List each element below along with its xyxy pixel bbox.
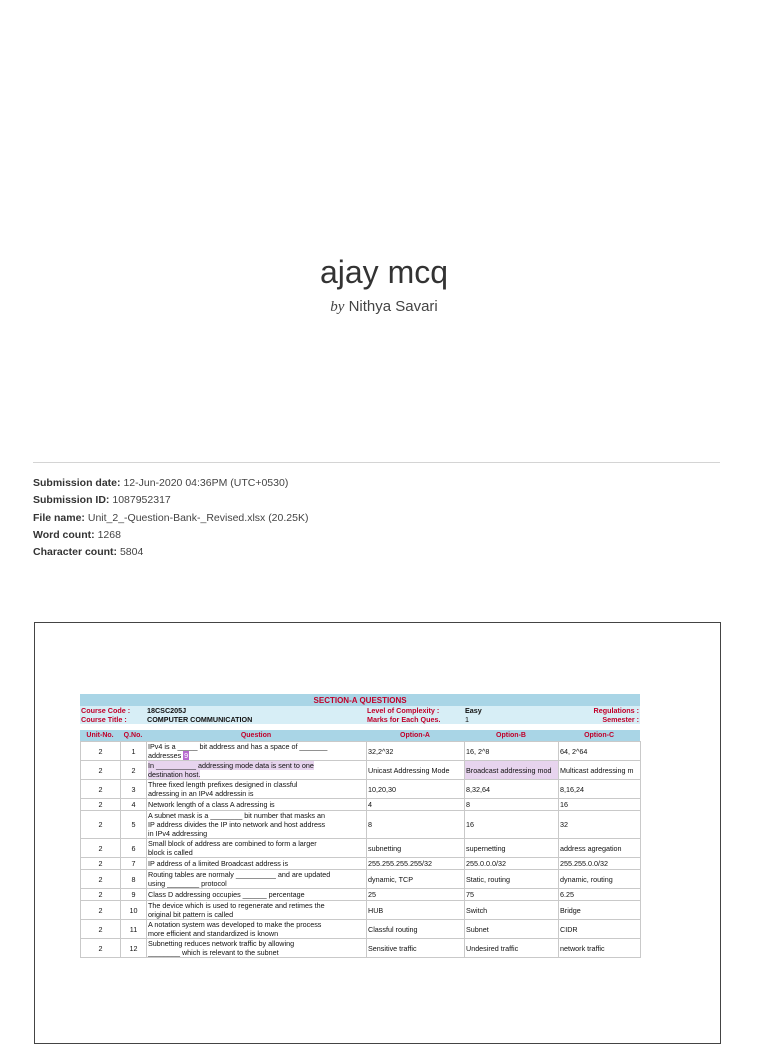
- document-page: [34, 622, 721, 1044]
- option-b-cell: Static, routing: [465, 870, 559, 889]
- course-code-label: Course Code :: [80, 706, 146, 715]
- q-no-cell: 9: [121, 889, 147, 901]
- question-line: destination host.: [148, 770, 201, 779]
- question-line: Subnetting reduces network traffic by allowing: [148, 939, 295, 948]
- similarity-marker: 9: [184, 751, 189, 760]
- submission-meta: [33, 475, 308, 561]
- col-unit-no: Unit-No.: [80, 730, 120, 741]
- question-cell: [147, 901, 367, 920]
- question-line: IP address of a limited Broadcast address is: [148, 859, 289, 868]
- question-line: more efficient and standardized is known: [148, 929, 279, 938]
- q-no-cell: 5: [121, 811, 147, 839]
- col-option-c: Option-C: [558, 730, 640, 741]
- question-line: original bit pattern is called: [148, 910, 234, 919]
- unit-no-cell: 2: [81, 811, 121, 839]
- question-line: In __________ addressing mode data is sent to one: [148, 761, 314, 770]
- document-title: ajay mcq: [319, 254, 449, 290]
- meta-submission-date: Submission date: 12-Jun-2020 04:36PM (UTC+0530): [33, 477, 289, 489]
- complexity-value: Easy: [464, 706, 558, 715]
- table-row: [81, 901, 641, 920]
- table-row: [81, 858, 641, 870]
- semester-label: Semester :: [558, 715, 640, 724]
- q-no-cell: 12: [121, 939, 147, 958]
- question-line: adressing in an IPv4 addressin is: [148, 789, 254, 798]
- option-c-cell: 64, 2^64: [559, 742, 641, 761]
- question-line: Network length of a class A adressing is: [148, 800, 275, 809]
- option-a-cell: dynamic, TCP: [367, 870, 465, 889]
- option-b-cell: Undesired traffic: [465, 939, 559, 958]
- q-no-cell: 1: [121, 742, 147, 761]
- option-a-cell: 32,2^32: [367, 742, 465, 761]
- question-line: using ________ protocol: [148, 879, 227, 888]
- option-b-cell: 8,32,64: [465, 780, 559, 799]
- option-c-cell: dynamic, routing: [559, 870, 641, 889]
- option-b-cell: 8: [465, 799, 559, 811]
- option-b-cell: 75: [465, 889, 559, 901]
- regulations-label: Regulations :: [558, 706, 640, 715]
- unit-no-cell: 2: [81, 799, 121, 811]
- option-b-cell: Subnet: [465, 920, 559, 939]
- col-question: Question: [146, 730, 366, 741]
- option-c-cell: address agregation: [559, 839, 641, 858]
- col-option-b: Option-B: [464, 730, 558, 741]
- meta-submission-id: Submission ID: 1087952317: [33, 494, 171, 507]
- option-b-cell: 16, 2^8: [465, 742, 559, 761]
- question-line: Small block of address are combined to form a larger: [148, 839, 317, 848]
- column-header-row: [80, 730, 640, 741]
- course-title-label: Course Title :: [80, 715, 146, 724]
- question-cell: [147, 858, 367, 870]
- option-c-cell: CIDR: [559, 920, 641, 939]
- question-rows: [80, 741, 641, 958]
- option-b-cell: Broadcast addressing mod: [465, 761, 559, 780]
- unit-no-cell: 2: [81, 742, 121, 761]
- byline: [0, 298, 768, 316]
- option-a-cell: Unicast Addressing Mode: [367, 761, 465, 780]
- question-bank-sheet: [80, 694, 640, 958]
- table-row: [81, 839, 641, 858]
- question-cell: [147, 780, 367, 799]
- option-a-cell: Sensitive traffic: [367, 939, 465, 958]
- question-cell: [147, 811, 367, 839]
- unit-no-cell: 2: [81, 901, 121, 920]
- option-c-cell: 255.255.0.0/32: [559, 858, 641, 870]
- q-no-cell: 11: [121, 920, 147, 939]
- table-row: [81, 799, 641, 811]
- col-option-a: Option-A: [366, 730, 464, 741]
- q-no-cell: 2: [121, 761, 147, 780]
- option-b-cell: 255.0.0.0/32: [465, 858, 559, 870]
- question-cell: [147, 939, 367, 958]
- question-line: A subnet mask is a ________ bit number that masks an: [148, 811, 325, 820]
- option-a-cell: 25: [367, 889, 465, 901]
- option-c-cell: Bridge: [559, 901, 641, 920]
- unit-no-cell: 2: [81, 889, 121, 901]
- author-name: Nithya Savari: [348, 298, 438, 315]
- table-row: [81, 920, 641, 939]
- question-cell: [147, 889, 367, 901]
- q-no-cell: 6: [121, 839, 147, 858]
- section-title: SECTION-A QUESTIONS: [80, 694, 640, 706]
- table-row: [81, 939, 641, 958]
- question-line: IPv4 is a _____ bit address and has a space of _______: [148, 742, 328, 751]
- option-a-cell: 8: [367, 811, 465, 839]
- table-row: [81, 870, 641, 889]
- option-c-cell: 8,16,24: [559, 780, 641, 799]
- option-c-cell: 16: [559, 799, 641, 811]
- sheet-header: [80, 694, 640, 741]
- option-b-cell: Switch: [465, 901, 559, 920]
- option-a-cell: 255.255.255.255/32: [367, 858, 465, 870]
- question-cell: [147, 761, 367, 780]
- unit-no-cell: 2: [81, 920, 121, 939]
- option-c-cell: 32: [559, 811, 641, 839]
- unit-no-cell: 2: [81, 858, 121, 870]
- option-a-cell: Classful routing: [367, 920, 465, 939]
- unit-no-cell: 2: [81, 761, 121, 780]
- question-line: Class D addressing occupies ______ percentage: [148, 890, 305, 899]
- question-line: The device which is used to regenerate and retimes the: [148, 901, 325, 910]
- table-row: [81, 761, 641, 780]
- q-no-cell: 7: [121, 858, 147, 870]
- table-row: [81, 742, 641, 761]
- option-b-cell: supernetting: [465, 839, 559, 858]
- option-a-cell: HUB: [367, 901, 465, 920]
- option-a-cell: subnetting: [367, 839, 465, 858]
- col-q-no: Q.No.: [120, 730, 146, 741]
- option-c-cell: 6.25: [559, 889, 641, 901]
- question-line: block is called: [148, 848, 193, 857]
- question-cell: [147, 839, 367, 858]
- option-c-cell: Multicast addressing m: [559, 761, 641, 780]
- course-code: 18CSC205J: [146, 706, 366, 715]
- unit-no-cell: 2: [81, 870, 121, 889]
- meta-file-name: File name: Unit_2_-Question-Bank-_Revised.xlsx (20.25K): [33, 511, 309, 524]
- question-cell: [147, 920, 367, 939]
- unit-no-cell: 2: [81, 839, 121, 858]
- complexity-label: Level of Complexity :: [366, 706, 464, 715]
- option-a-cell: 4: [367, 799, 465, 811]
- unit-no-cell: 2: [81, 939, 121, 958]
- question-line: Routing tables are normaly __________ and are updated: [148, 870, 331, 879]
- by-word: by: [330, 299, 345, 315]
- q-no-cell: 4: [121, 799, 147, 811]
- option-a-cell: 10,20,30: [367, 780, 465, 799]
- table-row: [81, 889, 641, 901]
- question-cell: [147, 799, 367, 811]
- question-line: Three fixed length prefixes designed in classful: [148, 780, 298, 789]
- divider: [33, 462, 720, 463]
- question-cell: [147, 870, 367, 889]
- meta-word-count: Word count: 1268: [33, 528, 121, 541]
- question-line: in IPv4 addressing: [148, 829, 208, 838]
- q-no-cell: 10: [121, 901, 147, 920]
- marks-label: Marks for Each Ques.: [366, 715, 464, 724]
- question-line: ________ which is relevant to the subnet: [148, 948, 279, 957]
- question-line: IP address divides the IP into network and host address: [148, 820, 326, 829]
- table-row: [81, 811, 641, 839]
- table-row: [81, 780, 641, 799]
- q-no-cell: 3: [121, 780, 147, 799]
- unit-no-cell: 2: [81, 780, 121, 799]
- question-cell: [147, 742, 367, 761]
- course-title: COMPUTER COMMUNICATION: [146, 715, 366, 724]
- q-no-cell: 8: [121, 870, 147, 889]
- question-line: addresses 9: [148, 751, 189, 760]
- option-b-cell: 16: [465, 811, 559, 839]
- marks-value: 1: [464, 715, 558, 724]
- question-line: A notation system was developed to make the process: [148, 920, 322, 929]
- meta-character-count: Character count: 5804: [33, 546, 144, 559]
- option-c-cell: network traffic: [559, 939, 641, 958]
